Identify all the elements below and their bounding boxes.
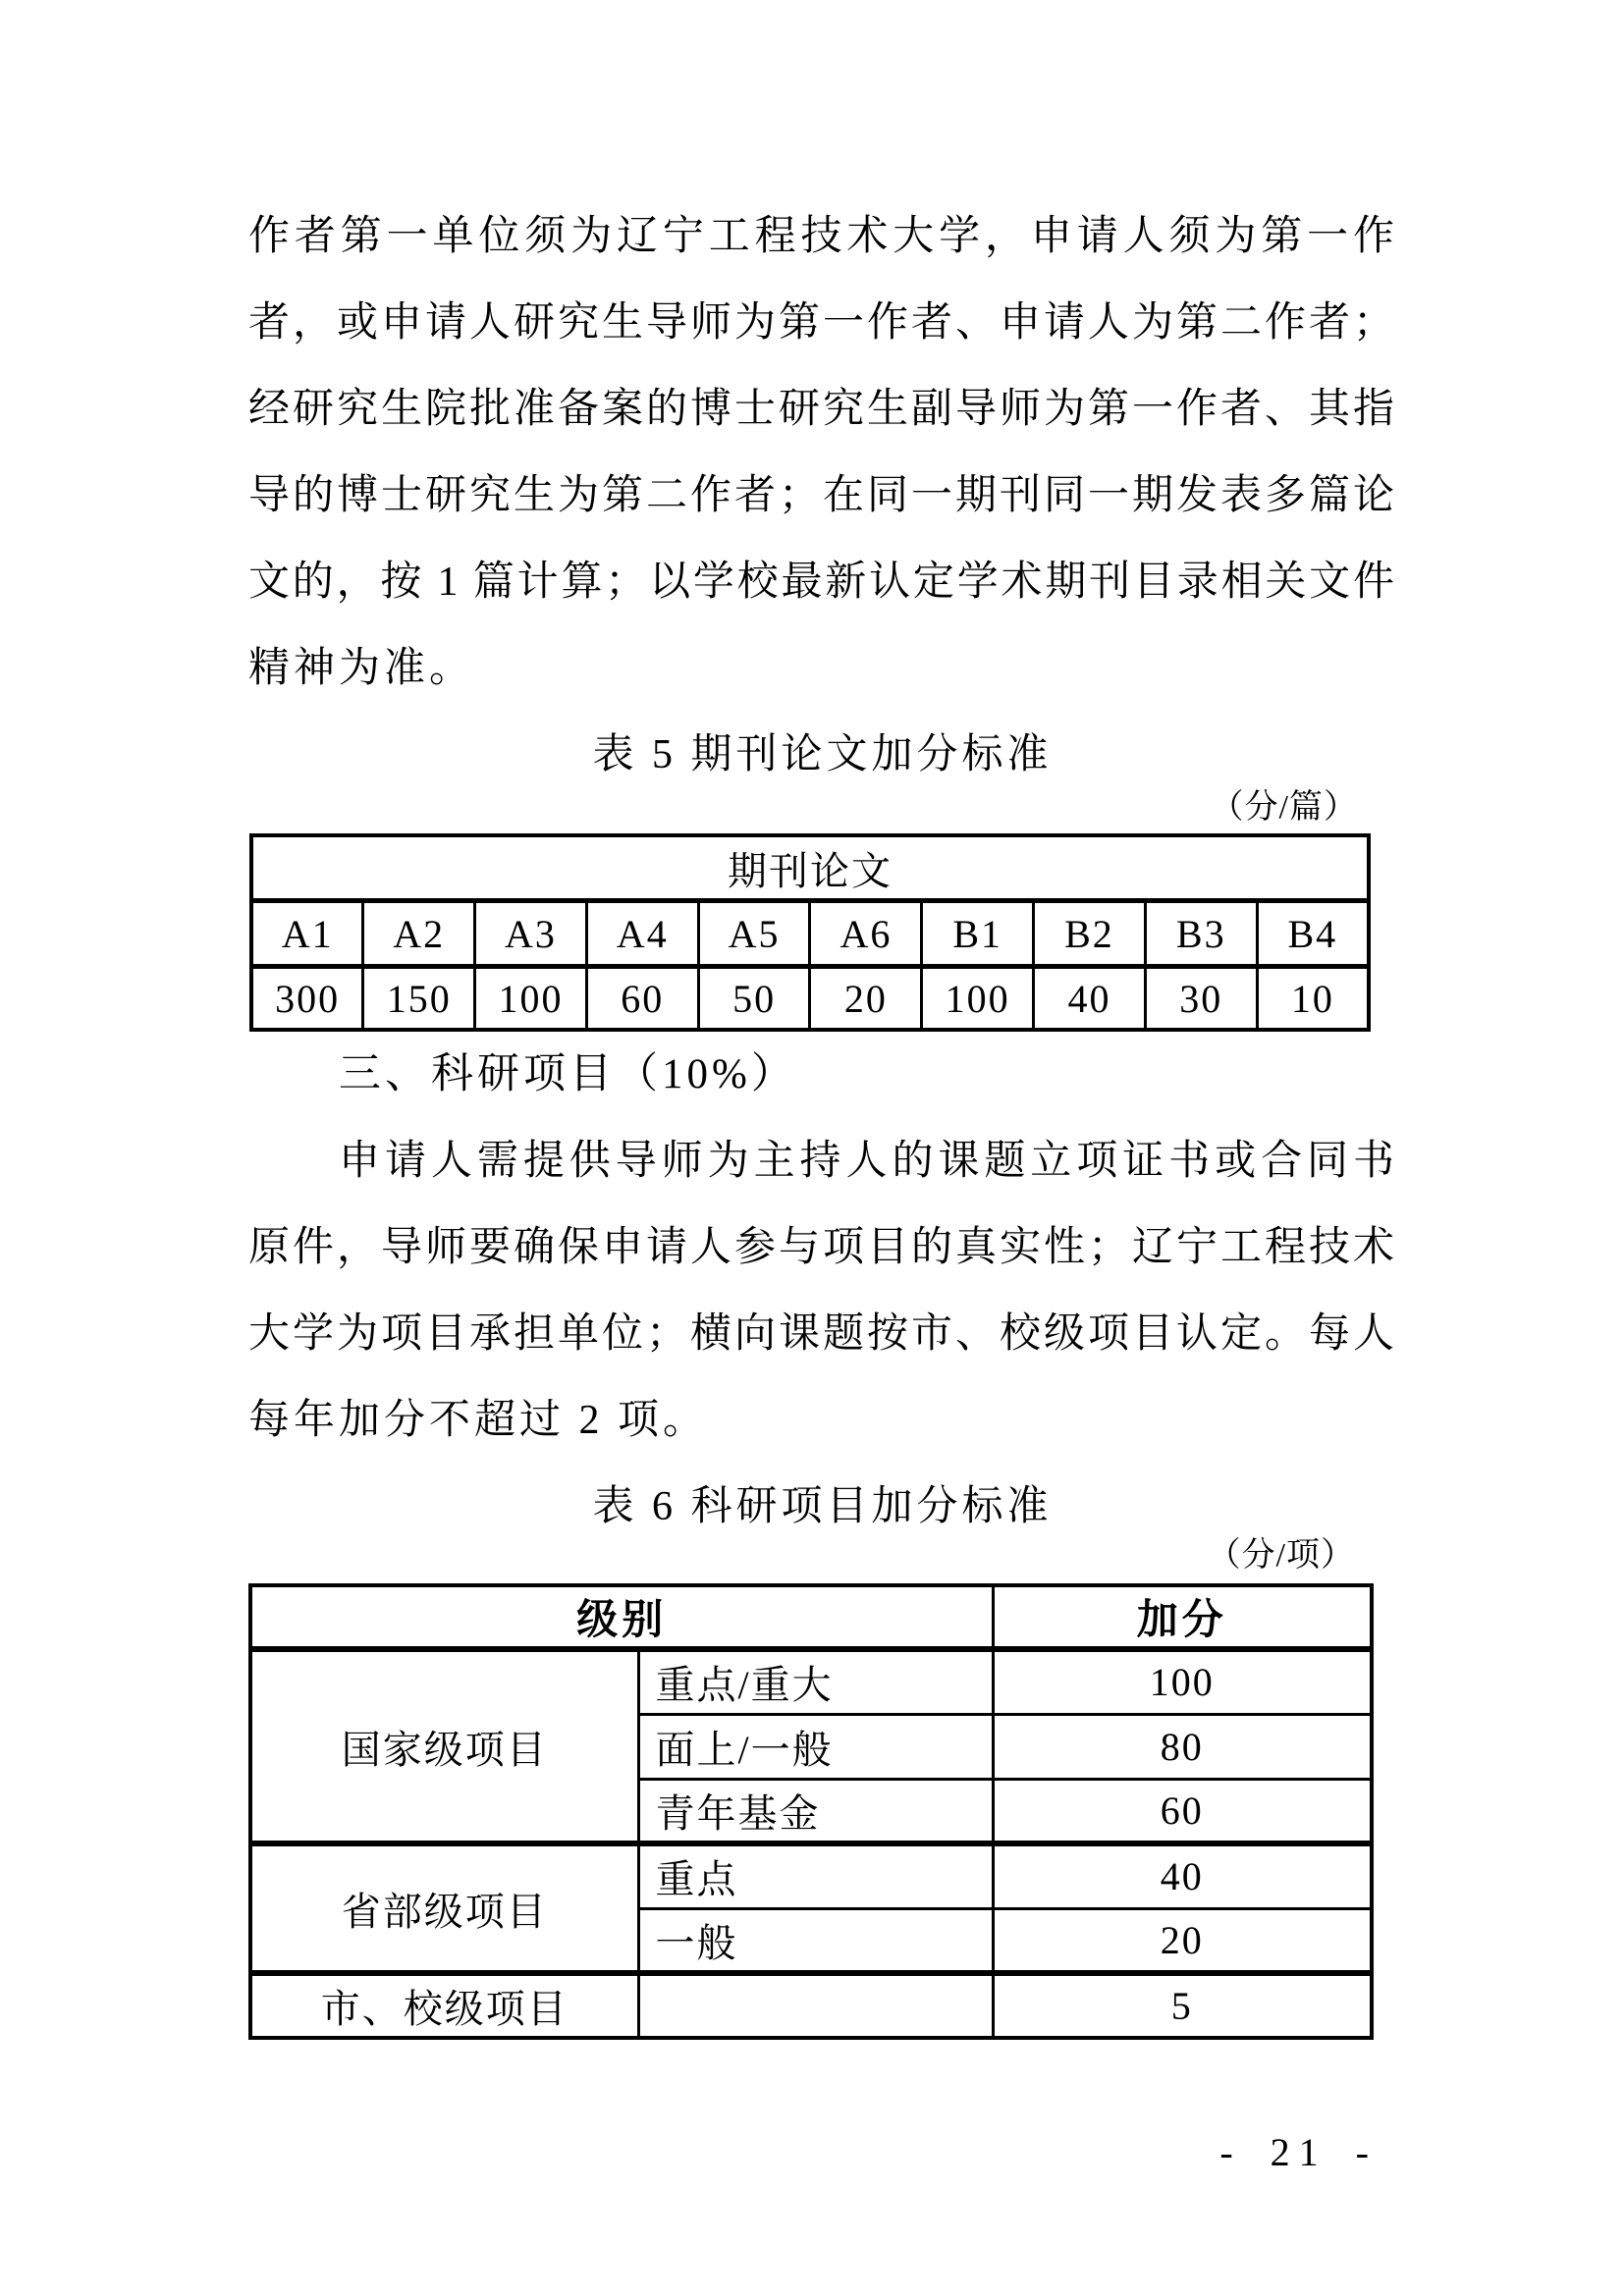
score-cell: 40 [993,1843,1372,1908]
score-cell: 60 [993,1779,1372,1843]
paragraph-2-line: 每年加分不超过 2 项。 [248,1398,709,1443]
subcategory-cell: 一般 [638,1908,993,1973]
column-header-cell: A6 [810,901,922,967]
table-row [250,1973,1372,2038]
table6-unit-note: （分/项） [1207,1537,1355,1574]
table-row [250,1843,1372,1908]
research-project-score-table-grid [248,1583,1374,2040]
table-row [251,901,1369,967]
page-number: - 21 - [1219,2130,1378,2174]
score-cell: 60 [586,967,698,1031]
score-cell: 80 [993,1714,1372,1779]
subcategory-cell: 青年基金 [638,1779,993,1843]
score-cell: 150 [363,967,475,1031]
column-header-cell: A4 [586,901,698,967]
bonus-header-cell: 加分 [993,1585,1372,1649]
paragraph-1-line: 作者第一单位须为辽宁工程技术大学，申请人须为第一作 [248,214,1396,259]
paragraph-1 [248,193,1396,712]
table-row [250,1649,1372,1714]
score-cell: 10 [1257,967,1369,1031]
paragraph-1-line: 经研究生院批准备案的博士研究生副导师为第一作者、其指 [248,387,1396,432]
table-row [251,835,1369,901]
score-cell: 100 [993,1649,1372,1714]
paragraph-2 [248,1118,1396,1464]
category-cell: 省部级项目 [250,1843,638,1973]
table-row [250,1585,1372,1649]
level-header-cell: 级别 [250,1585,993,1649]
merged-header-cell: 期刊论文 [251,835,1369,901]
paragraph-2-line: 原件，导师要确保申请人参与项目的真实性；辽宁工程技术 [248,1225,1396,1270]
table5-caption: 表 5 期刊论文加分标准 [592,732,1053,777]
subcategory-cell: 重点/重大 [638,1649,993,1714]
score-cell: 50 [698,967,810,1031]
column-header-cell: A2 [363,901,475,967]
column-header-cell: A5 [698,901,810,967]
research-project-score-table [248,1583,1374,2040]
score-cell: 20 [993,1908,1372,1973]
score-cell: 100 [475,967,587,1031]
paragraph-1-line: 者，或申请人研究生导师为第一作者、申请人为第二作者； [248,300,1396,346]
score-cell: 30 [1145,967,1257,1031]
paragraph-1-line: 文的，按 1 篇计算；以学校最新认定学术期刊目录相关文件 [248,560,1396,605]
category-cell: 市、校级项目 [250,1973,638,2038]
journal-paper-score-table [249,833,1371,1032]
column-header-cell: A3 [475,901,587,967]
score-cell: 100 [922,967,1034,1031]
column-header-cell: B1 [922,901,1034,967]
table6-caption: 表 6 科研项目加分标准 [592,1484,1053,1529]
category-cell: 国家级项目 [250,1649,638,1843]
column-header-cell: B2 [1034,901,1146,967]
journal-paper-score-table-grid [249,833,1371,1032]
subcategory-cell: 重点 [638,1843,993,1908]
column-header-cell: B3 [1145,901,1257,967]
paragraph-2-line: 申请人需提供导师为主持人的课题立项证书或合同书 [339,1139,1396,1184]
subcategory-cell: 面上/一般 [638,1714,993,1779]
score-cell: 300 [251,967,363,1031]
score-cell: 5 [993,1973,1372,2038]
score-cell: 20 [810,967,922,1031]
score-cell: 40 [1034,967,1146,1031]
paragraph-1-line: 导的博士研究生为第二作者；在同一期刊同一期发表多篇论 [248,473,1396,518]
paragraph-2-line: 大学为项目承担单位；横向课题按市、校级项目认定。每人 [248,1311,1396,1357]
table-row [251,967,1369,1031]
table5-unit-note: （分/篇） [1210,789,1358,826]
subcategory-cell [638,1973,993,2038]
column-header-cell: A1 [251,901,363,967]
section-heading: 三、科研项目（10%） [339,1051,797,1097]
column-header-cell: B4 [1257,901,1369,967]
paragraph-1-line: 精神为准。 [248,646,475,691]
